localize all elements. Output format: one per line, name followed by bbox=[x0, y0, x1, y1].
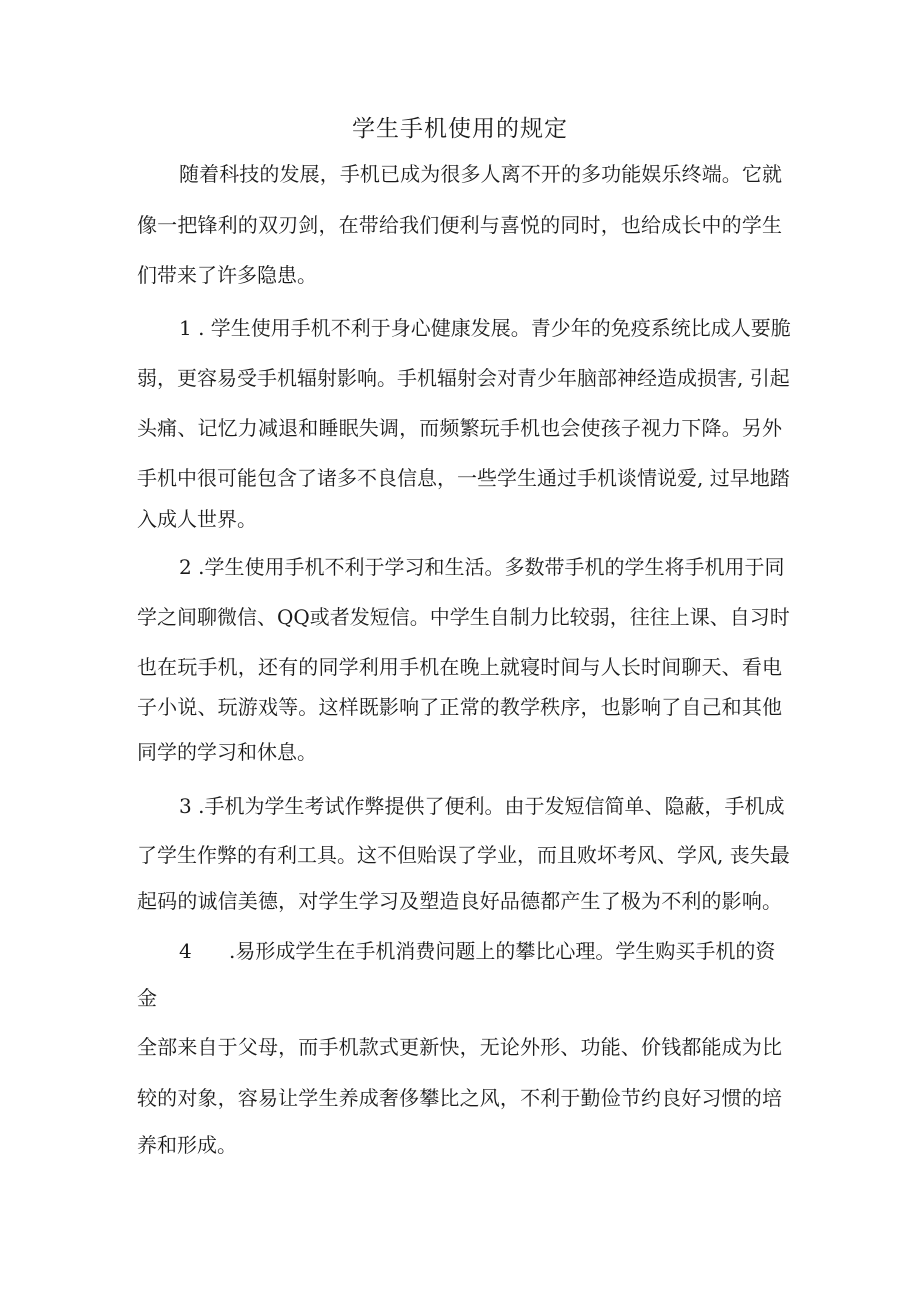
p2-line-3: 也在玩手机，还有的同学利用手机在晚上就寝时间与人长时间聊天、看电 bbox=[137, 655, 782, 679]
intro-line-1: 随着科技的发展，手机已成为很多人离不开的多功能娱乐终端。它就 bbox=[179, 162, 782, 186]
p1-line-2: 弱，更容易受手机辐射影响。手机辐射会对青少年脑部神经造成损害, 引起 bbox=[137, 366, 790, 390]
p4-first-text: .易形成学生在手机消费问题上的攀比心理。学生购买手机的资 bbox=[229, 939, 776, 963]
p1-line-4: 手机中很可能包含了诸多不良信息，一些学生通过手机谈情说爱, 过早地踏 bbox=[137, 466, 790, 490]
p1-line-3: 头痛、记忆力减退和睡眠失调，而频繁玩手机也会使孩子视力下降。另外 bbox=[137, 416, 782, 440]
p1-line-1: 1 . 学生使用手机不利于身心健康发展。青少年的免疫系统比成人要脆 bbox=[179, 316, 791, 340]
intro-line-3: 们带来了许多隐患。 bbox=[137, 263, 317, 287]
p1-line-5: 入成人世界。 bbox=[137, 507, 257, 531]
p3-line-2: 了学生作弊的有利工具。这不但贻误了学业，而且败坏考风、学风, 丧失最 bbox=[137, 843, 790, 867]
p2-line-4: 子小说、玩游戏等。这样既影响了正常的教学秩序，也影响了自己和其他 bbox=[137, 695, 782, 719]
p4-line-2: 金 bbox=[137, 986, 157, 1010]
p4-line-3: 全部来自于父母，而手机款式更新快，无论外形、功能、价钱都能成为比 bbox=[137, 1035, 782, 1059]
intro-line-2: 像一把锋利的双刃剑，在带给我们便利与喜悦的同时，也给成长中的学生 bbox=[137, 213, 782, 237]
p3-line-1: 3 .手机为学生考试作弊提供了便利。由于发短信简单、隐蔽，手机成 bbox=[179, 794, 785, 818]
p4-number: 4 bbox=[179, 939, 192, 963]
document-title: 学生手机使用的规定 bbox=[352, 116, 568, 142]
p2-line-2: 学之间聊微信、QQ或者发短信。中学生自制力比较弱，往往上课、自习时 bbox=[137, 605, 790, 629]
p2-line-5: 同学的学习和休息。 bbox=[137, 740, 317, 764]
p3-line-3: 起码的诚信美德，对学生学习及塑造良好品德都产生了极为不利的影响。 bbox=[137, 889, 782, 913]
p4-line-4: 较的对象，容易让学生养成奢侈攀比之风，不利于勤俭节约良好习惯的培 bbox=[137, 1086, 782, 1110]
p4-line-5: 养和形成。 bbox=[137, 1133, 237, 1157]
p2-line-1: 2 .学生使用手机不利于学习和生活。多数带手机的学生将手机用于同 bbox=[179, 555, 785, 579]
p4-line-1 bbox=[179, 936, 775, 966]
